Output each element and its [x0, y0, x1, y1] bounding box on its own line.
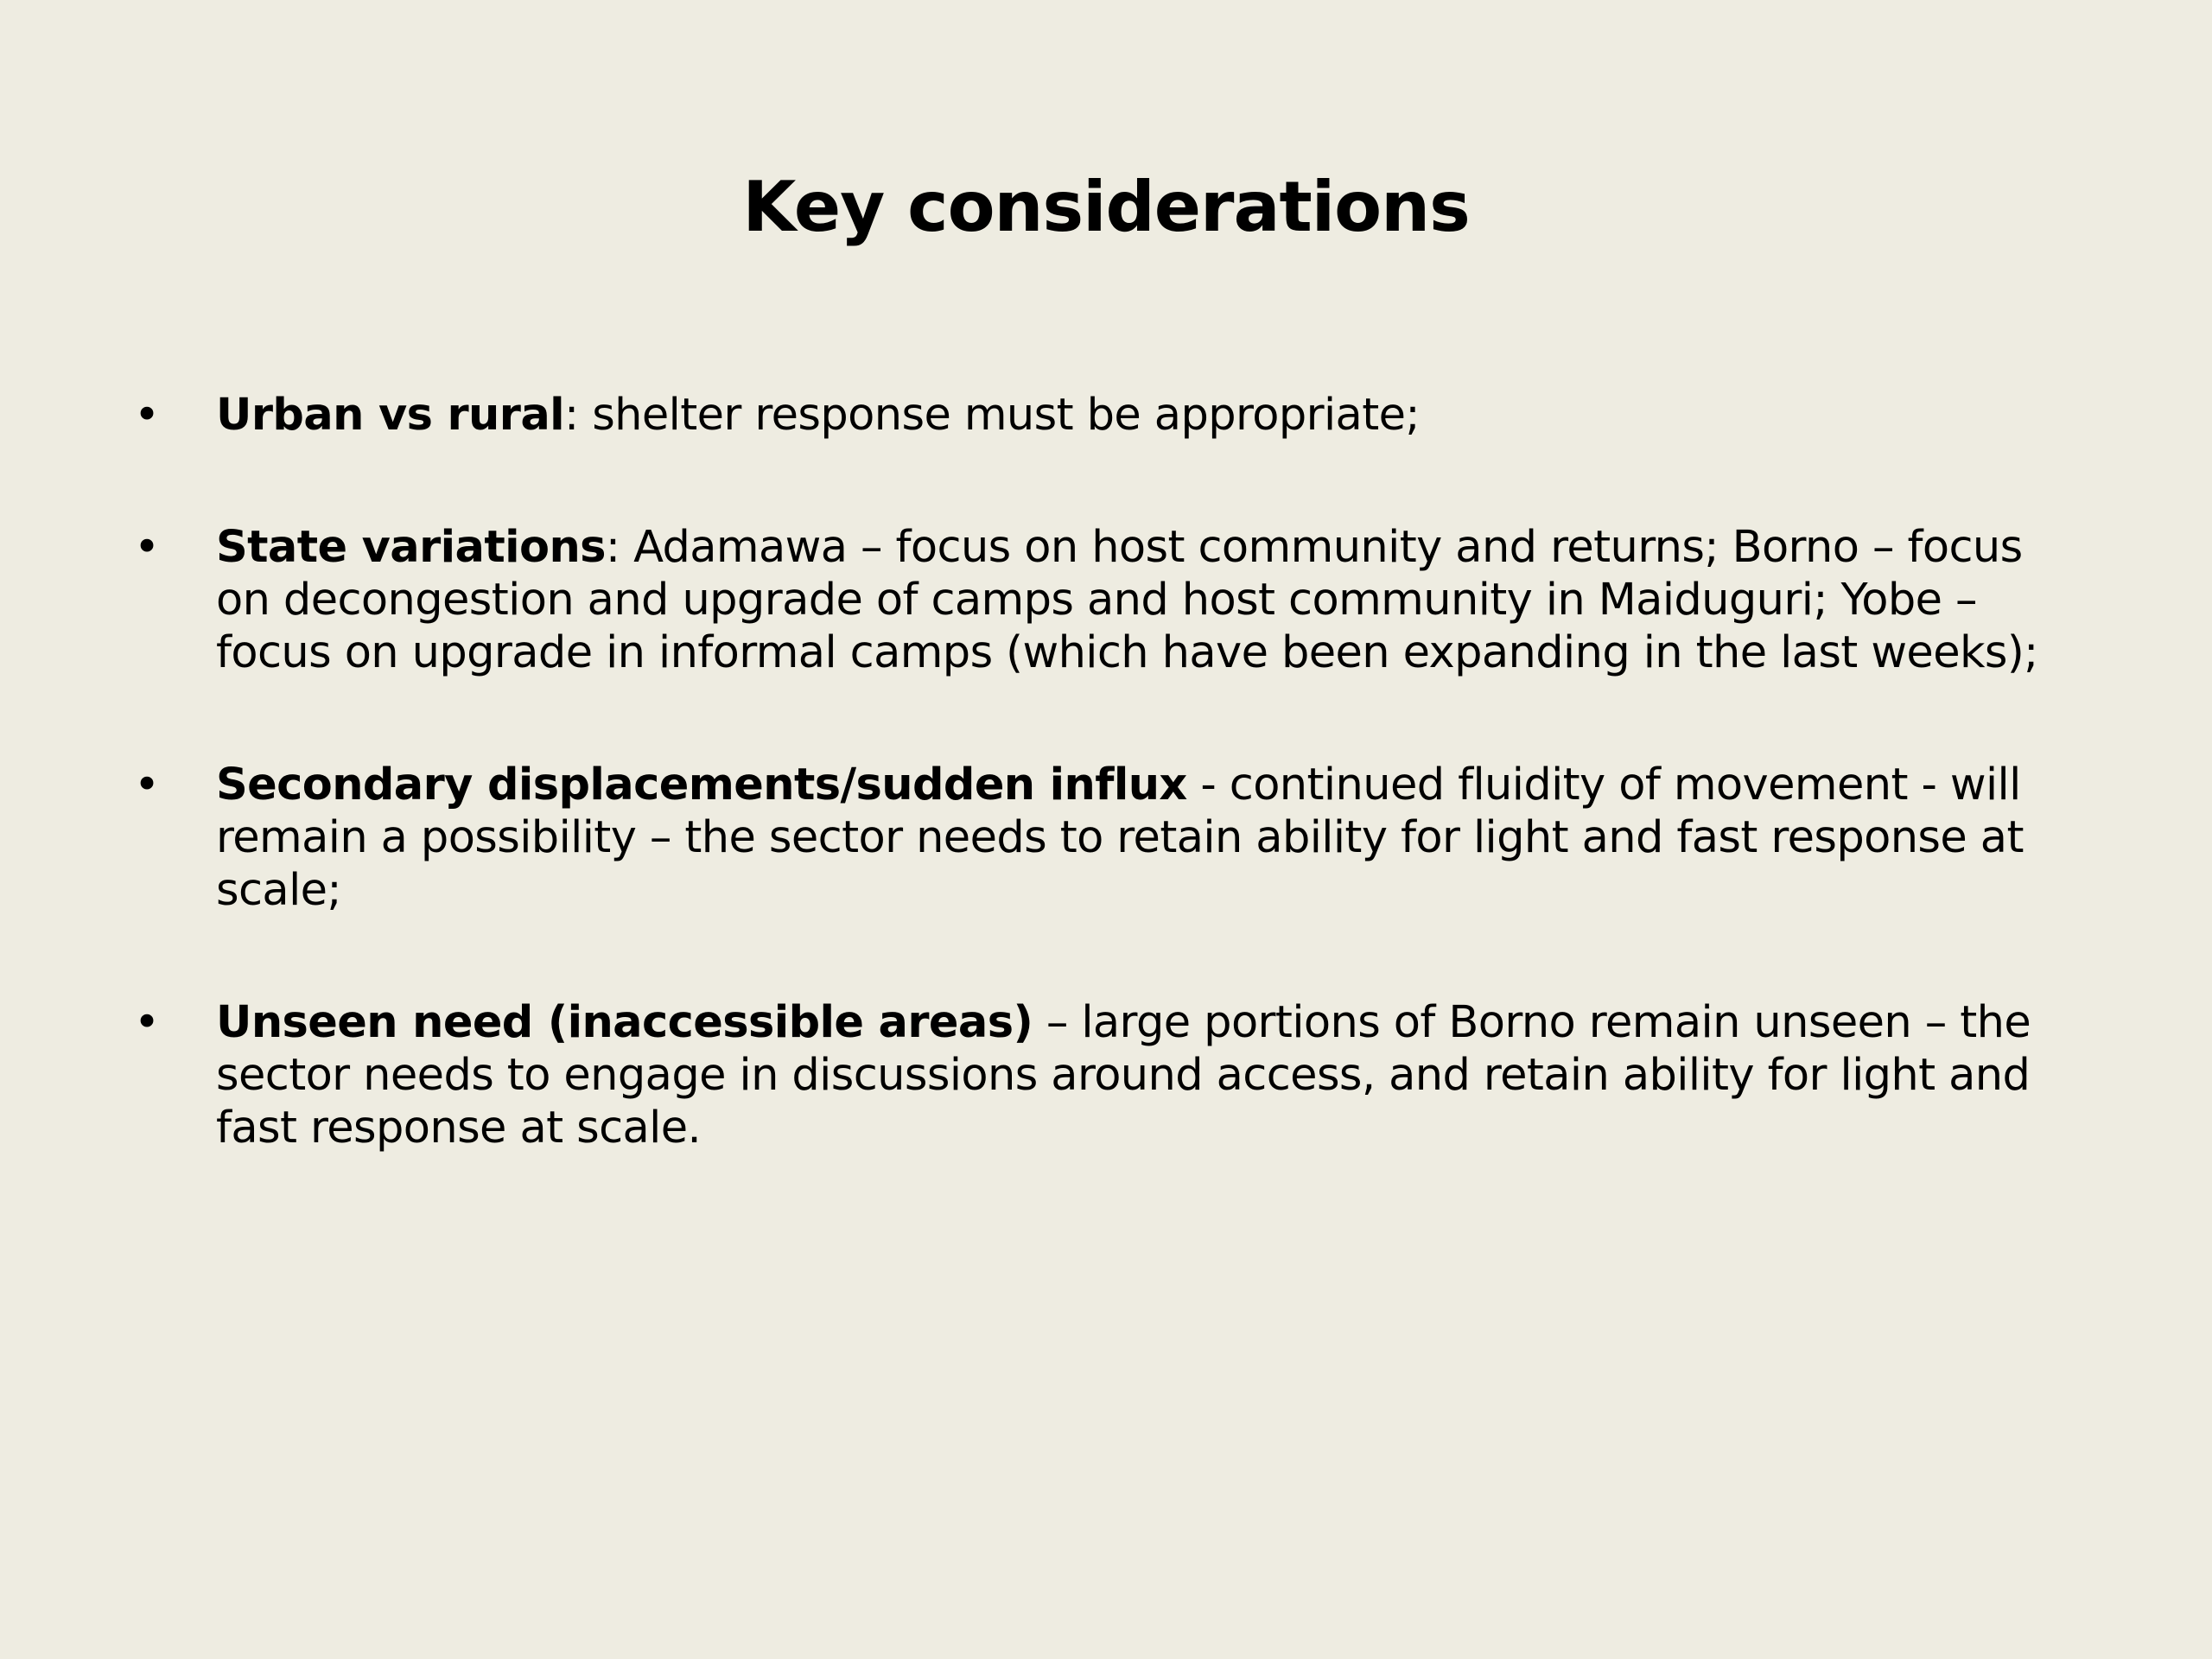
bullet-item-secondary-displacements — [130, 759, 2082, 917]
bullet-text: : shelter response must be appropriate; — [564, 390, 1420, 441]
bullet-text: – large portions of Borno remain unseen – the sector needs to engage in discussions around access, and retain ability for light and fast response at scale. — [216, 997, 2031, 1154]
bullet-glyph: • — [134, 997, 160, 1048]
bullet-glyph: • — [134, 760, 160, 810]
bullet-heading: Urban vs rural — [216, 390, 565, 441]
bullet-glyph: • — [134, 390, 160, 441]
bullet-heading: State variations — [216, 522, 606, 573]
bullet-list — [130, 389, 2082, 1234]
bullet-glyph: • — [134, 522, 160, 573]
bullet-heading: Unseen need (inaccessible areas) — [216, 997, 1033, 1048]
bullet-item-state-variations — [130, 521, 2082, 679]
bullet-text: : Adamawa – focus on host community and returns; Borno – focus on decongestion and upgrade of camps and host community in Maiduguri; Yobe – focus on upgrade in informal camps (which have been expanding in the last weeks); — [216, 522, 2038, 678]
bullet-item-urban-vs-rural — [130, 389, 2082, 442]
bullet-text: - continued fluidity of movement - will remain a possibility – the sector needs to retain ability for light and fast response at scale; — [216, 760, 2024, 916]
bullet-item-unseen-need — [130, 996, 2082, 1154]
slide-title: Key considerations — [742, 167, 1470, 247]
bullet-heading: Secondary displacements/sudden influx — [216, 760, 1187, 810]
